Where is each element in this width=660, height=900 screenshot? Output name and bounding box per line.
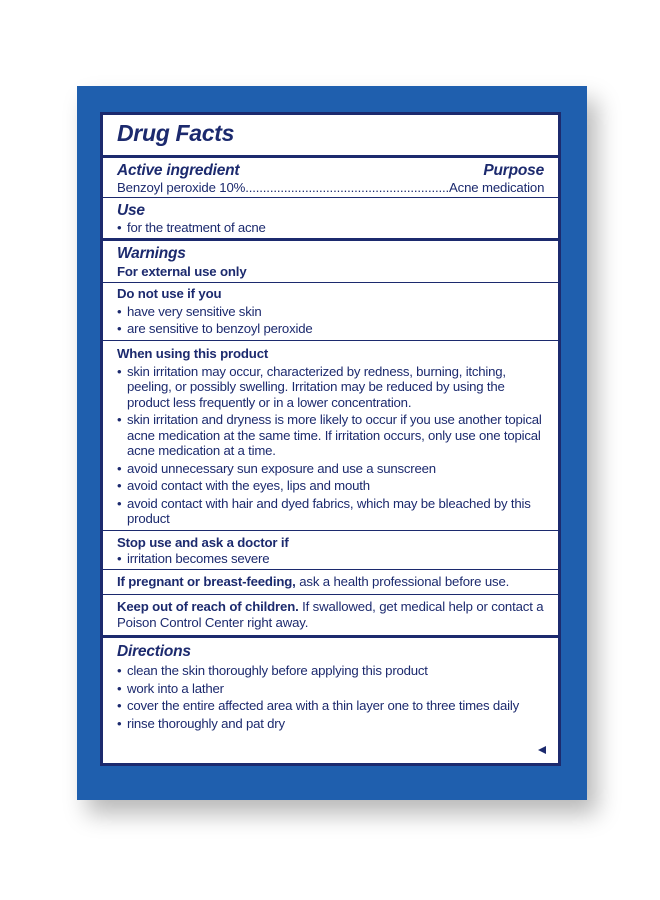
purpose-header: Purpose [483, 162, 544, 179]
list-item: • work into a lather [117, 680, 224, 696]
drug-facts-card [77, 86, 587, 800]
list-item: • skin irritation may occur, characterized by redness, burning, itching, peeling, or possibly swelling. Irritation may be reduced by using the product less frequently or in a lower concentration. [117, 363, 506, 410]
warnings-section [103, 241, 558, 283]
list-item: • avoid contact with hair and dyed fabrics, which may be bleached by this product [117, 495, 531, 526]
stop-use-section [103, 531, 558, 571]
keep-out-text: Keep out of reach of children. If swallowed, get medical help or contact a Poison Control Center right away. [117, 599, 544, 630]
pregnant-section [103, 570, 558, 595]
use-header: Use [117, 202, 145, 219]
keep-out-section [103, 595, 558, 638]
list-item: • skin irritation and dryness is more likely to occur if you use another topical acne medication at the same time. If irritation occurs, only use one topical acne medication at a time. [117, 412, 542, 458]
active-ingredient-line: Benzoyl peroxide 10%..........................................................Acne medication [117, 180, 544, 195]
do-not-use-section [103, 283, 558, 341]
list-item: • avoid unnecessary sun exposure and use a sunscreen [117, 460, 436, 476]
list-item: • for the treatment of acne [117, 220, 266, 235]
active-ingredient-section [103, 158, 558, 198]
list-item: • have very sensitive skin [117, 303, 262, 319]
stop-use-title: Stop use and ask a doctor if [117, 534, 289, 550]
bullet: • [117, 220, 122, 235]
list-item: • rinse thoroughly and pat dry [117, 715, 285, 731]
list-item: • are sensitive to benzoyl peroxide [117, 321, 313, 336]
pregnant-text: If pregnant or breast-feeding, ask a health professional before use. [117, 574, 510, 589]
when-using-title: When using this product [117, 345, 269, 361]
continue-arrow-icon [538, 746, 546, 754]
drug-facts-title: Drug Facts [103, 115, 558, 158]
list-item: • cover the entire affected area with a thin layer one to three times daily [117, 698, 519, 713]
drug-facts-panel [100, 112, 561, 766]
when-using-section [103, 341, 558, 531]
list-item: • irritation becomes severe [117, 550, 270, 566]
do-not-use-title: Do not use if you [117, 285, 222, 301]
warnings-header: Warnings [117, 244, 186, 262]
external-use-note: For external use only [117, 263, 247, 279]
directions-header: Directions [117, 643, 191, 660]
active-ingredient-header: Active ingredient [117, 162, 240, 179]
list-item: • clean the skin thoroughly before applying this product [117, 663, 428, 678]
use-section [103, 198, 558, 241]
directions-section [103, 638, 558, 731]
list-item: • avoid contact with the eyes, lips and mouth [117, 478, 370, 493]
